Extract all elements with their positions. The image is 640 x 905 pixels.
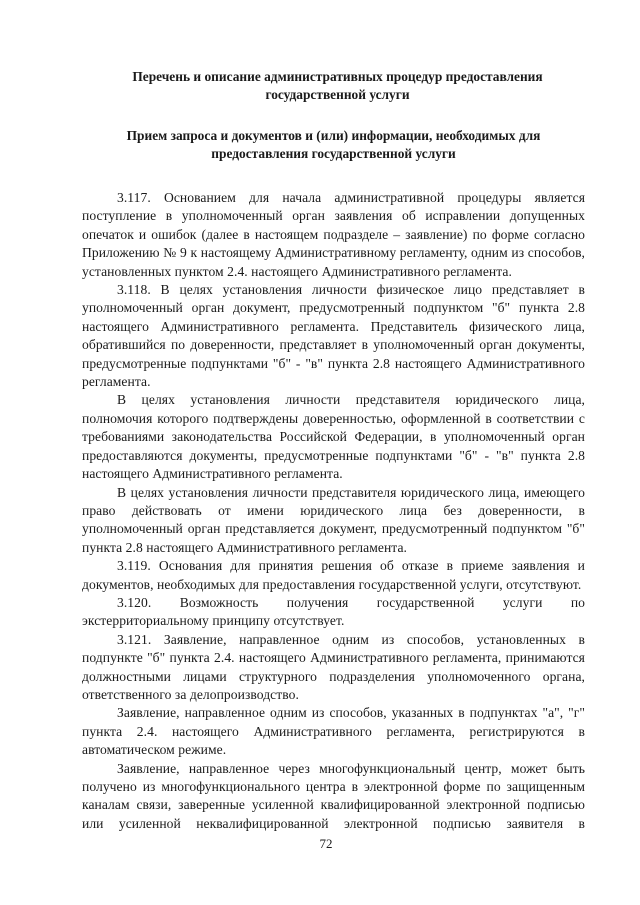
section-title: Перечень и описание административных процедур предоставления государственной услуги [132,69,543,102]
page-number: 72 [319,836,333,851]
paragraph-3-117: 3.117. Основанием для начала административной процедуры является поступление в уполномоченный орган заявления об исправлении допущенных опечаток и ошибок (далее в настоящем подразделе – заявление) по форме согласно Приложению № 9 к настоящему Административному регламенту, одним из способов, установленных пунктом 2.4. настоящего Административного регламента. [82,190,585,279]
paragraph-3-118: 3.118. В целях установления личности физическое лицо представляет в уполномоченный орган документ, предусмотренный подпунктом "б" пункта 2.8 настоящего Административного регламента. Представитель физического лица, обратившийся по доверенности, представляет в уполномоченный орган документы, предусмотренные подпунктами "б" - "в" пункта 2.8 настоящего Административного регламента. [82,282,585,390]
paragraph-auto-registration: Заявление, направленное одним из способов, указанных в подпунктах "а", "г" пункта 2.4. настоящего Административного регламента, регистрируются в автоматическом режиме. [82,705,585,758]
paragraph-3-120: 3.120. Возможность получения государственной услуги по экстерриториальному принципу отсутствует. [82,594,585,629]
subsection-title: Прием запроса и документов и (или) информации, необходимых для предоставления государственной услуги [126,128,541,161]
paragraph-legal-entity-no-proxy: В целях установления личности представителя юридического лица, имеющего право действовать от имени юридического лица без доверенности, в уполномоченный орган представляется документ, предусмотренный подпунктом "б" пункта 2.8 настоящего Административного регламента. [82,484,585,555]
paragraph-mfc: Заявление, направленное через многофункциональный центр, может быть получено из многофункционального центра в электронной форме по защищенным каналам связи, заверенные усиленной квалифицированной электронной подписью или усиленной неквалифицированной электронной подписью заявителя в [82,760,585,831]
body-text [82,189,585,833]
paragraph-3-121: 3.121. Заявление, направленное одним из способов, установленных в подпункте "б" пункта 2.4. настоящего Административного регламента, принимаются должностными лицами структурного подразделения уполномоченного органа, ответственного за делопроизводство. [82,631,585,702]
paragraph-legal-entity-proxy: В целях установления личности представителя юридического лица, полномочия которого подтверждены доверенностью, оформленной в соответствии с требованиями законодательства Российской Федерации, в уполномоченный орган предоставляются документы, предусмотренные подпунктами "б" - "в" пункта 2.8 настоящего Административного регламента. [82,392,585,482]
paragraph-3-119: 3.119. Основания для принятия решения об отказе в приеме заявления и документов, необходимых для предоставления государственной услуги, отсутствуют. [82,558,585,592]
